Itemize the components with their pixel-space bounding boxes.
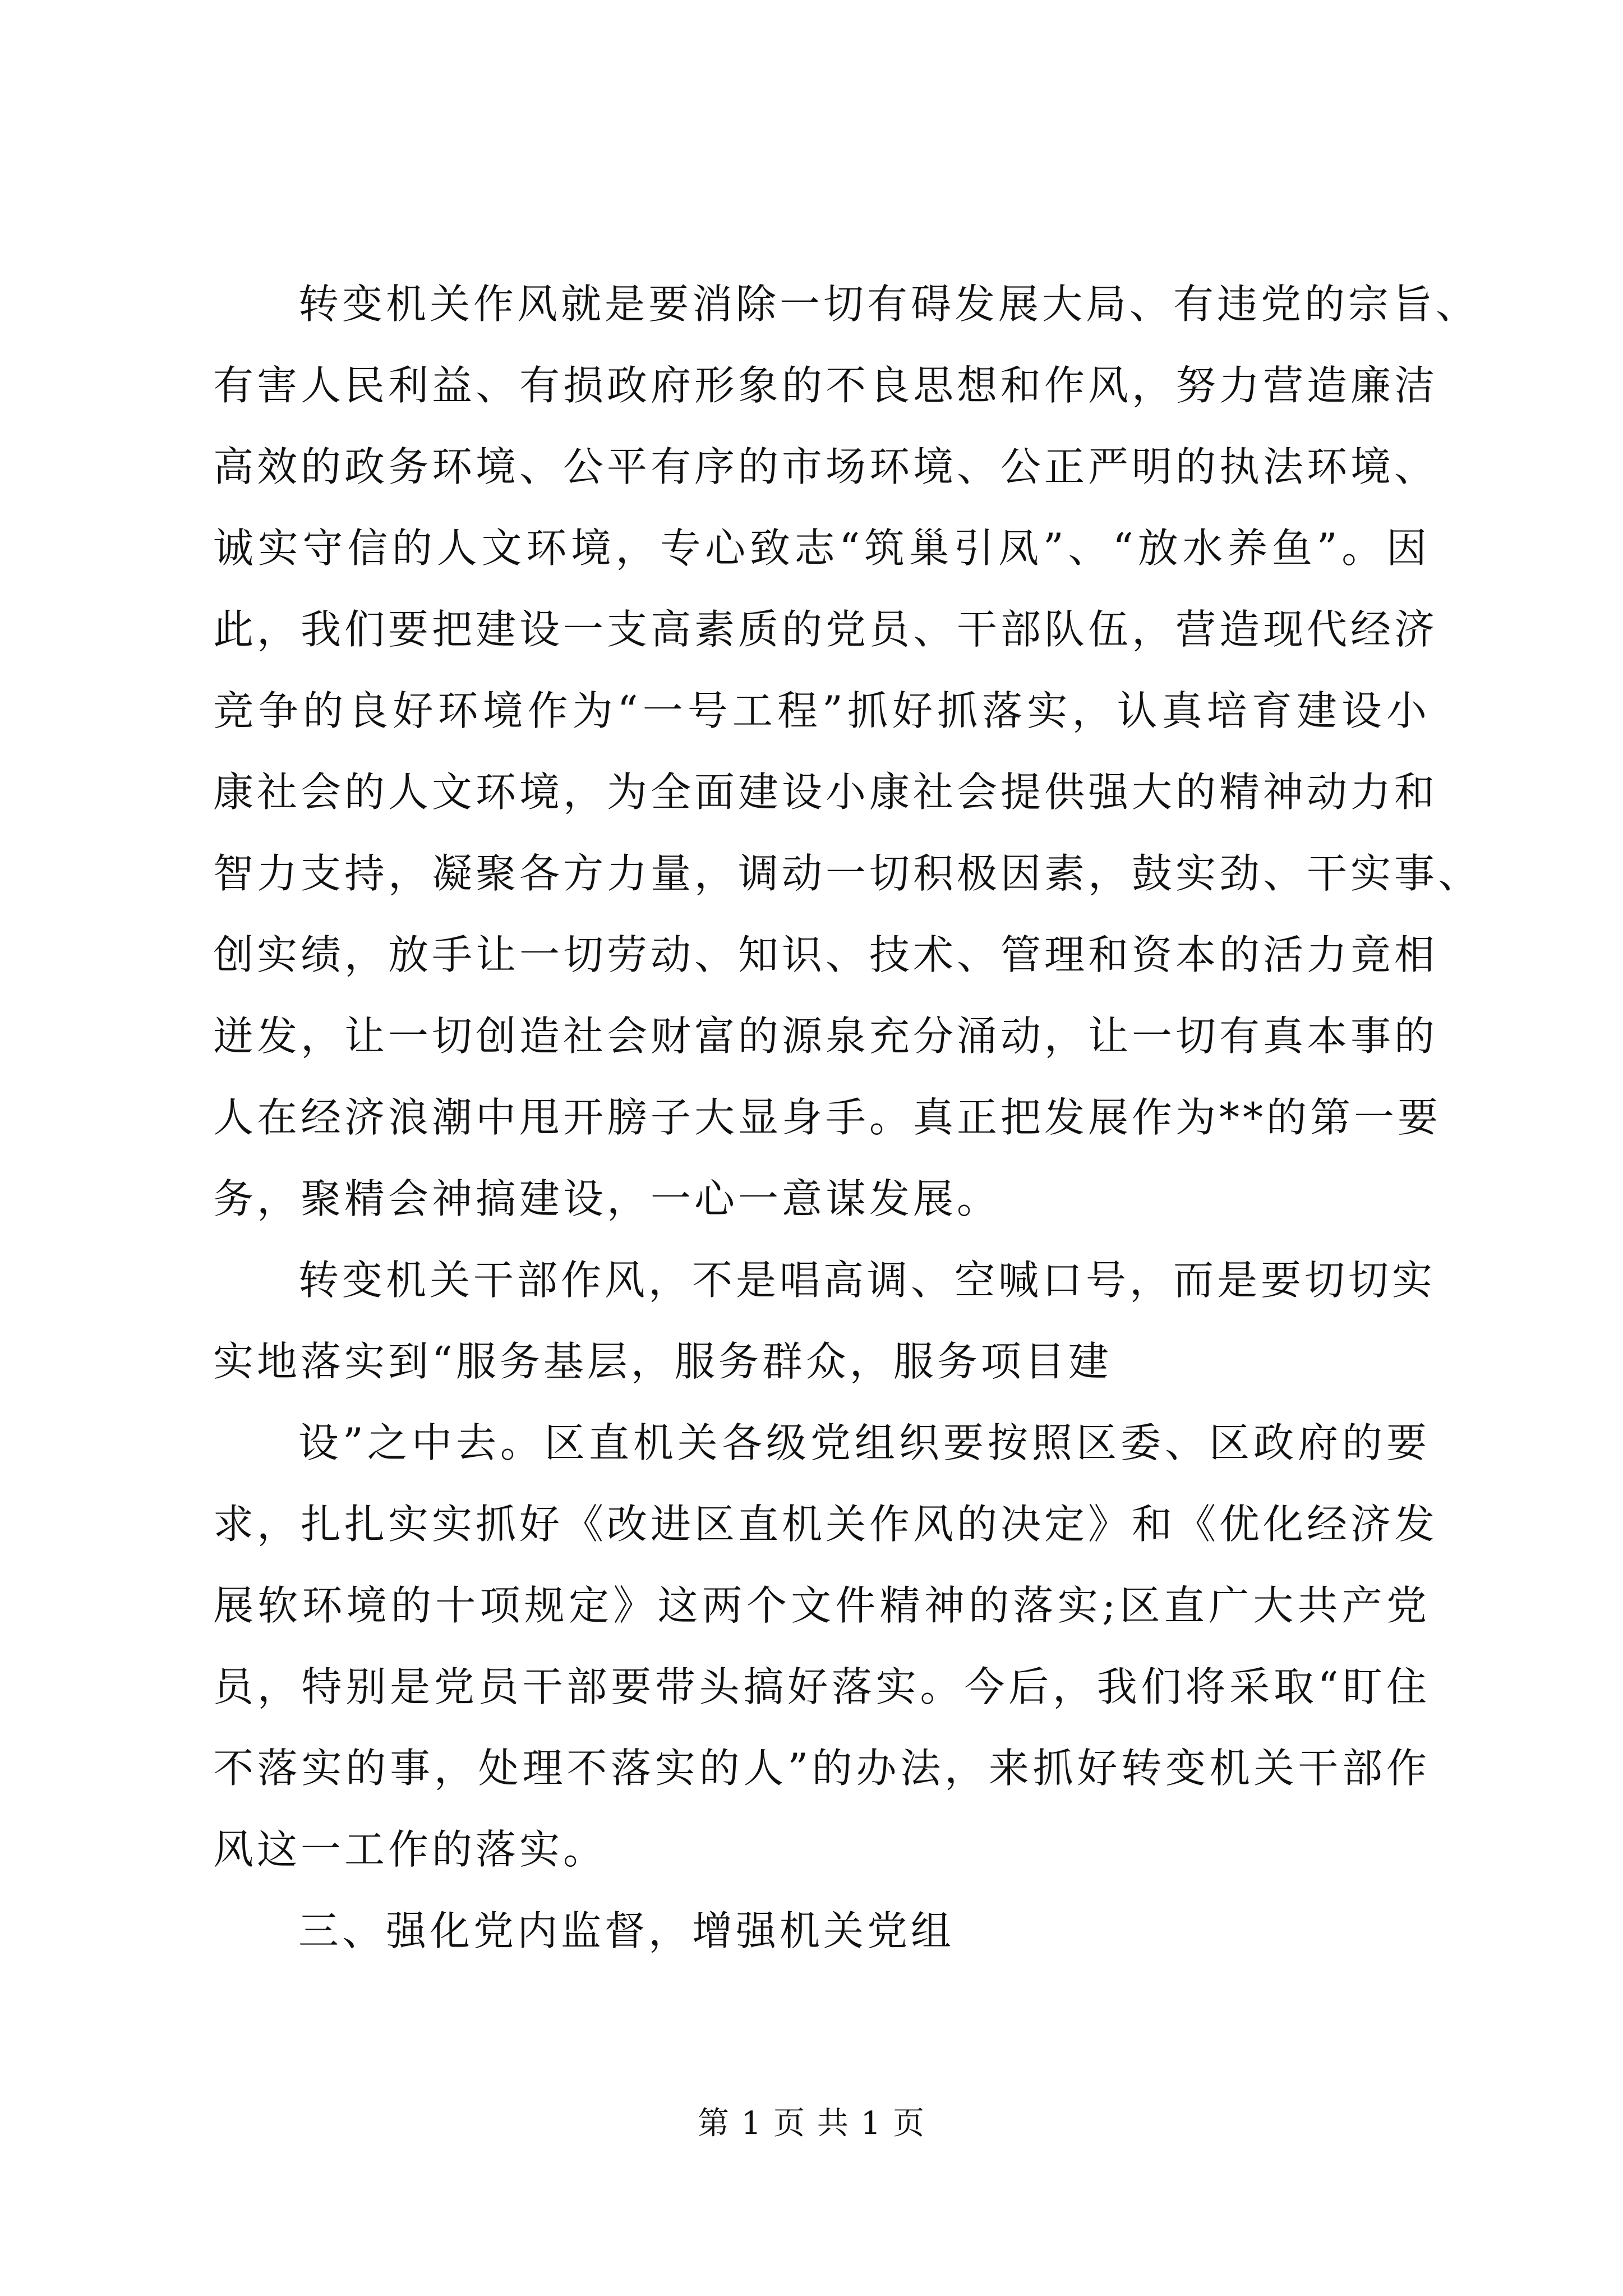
paragraph-line: 求，扎扎实实抓好《改进区直机关作风的决定》和《优化经济发 — [213, 1501, 1438, 1548]
paragraph-line: 务，聚精会神搞建设，一心一意谋发展。 — [213, 1175, 1001, 1222]
paragraph-line: 不落实的事，处理不落实的人”的办法，来抓好转变机关干部作 — [213, 1745, 1430, 1792]
paragraph-line: 高效的政务环境、公平有序的市场环境、公正严明的执法环境、 — [213, 443, 1438, 490]
paragraph-line: 转变机关作风就是要消除一切有碍发展大局、有违党的宗旨、 — [298, 280, 1480, 328]
page-number-footer: 第 1 页 共 1 页 — [697, 2105, 926, 2142]
document-body — [213, 264, 1482, 1972]
paragraph-line: 迸发，让一切创造社会财富的源泉充分涌动，让一切有真本事的 — [213, 1013, 1438, 1060]
section-heading: 三、强化党内监督，增强机关党组 — [298, 1907, 955, 1954]
paragraph-line: 此，我们要把建设一支高素质的党员、干部队伍，营造现代经济 — [213, 606, 1438, 653]
paragraph-line: 转变机关干部作风，不是唱高调、空喊口号，而是要切切实 — [298, 1257, 1436, 1304]
paragraph-line: 创实绩，放手让一切劳动、知识、技术、管理和资本的活力竟相 — [213, 931, 1438, 978]
paragraph-line: 设”之中去。区直机关各级党组织要按照区委、区政府的要 — [298, 1419, 1430, 1466]
paragraph-line: 人在经济浪潮中甩开膀子大显身手。真正把发展作为**的第一要 — [213, 1094, 1442, 1141]
paragraph-line: 康社会的人文环境，为全面建设小康社会提供强大的精神动力和 — [213, 769, 1438, 816]
paragraph-line: 诚实守信的人文环境，专心致志“筑巢引凤”、“放水养鱼”。因 — [213, 524, 1430, 572]
paragraph-line: 竞争的良好环境作为“一号工程”抓好抓落实，认真培育建设小 — [213, 687, 1430, 734]
paragraph-line: 有害人民利益、有损政府形象的不良思想和作风，努力营造廉洁 — [213, 362, 1438, 409]
paragraph-line: 展软环境的十项规定》这两个文件精神的落实;区直广大共产党 — [213, 1582, 1430, 1629]
paragraph-line: 员，特别是党员干部要带头搞好落实。今后，我们将采取“盯住 — [213, 1663, 1430, 1710]
paragraph-line: 智力支持，凝聚各方力量，调动一切积极因素，鼓实劲、干实事、 — [213, 850, 1482, 897]
paragraph-line: 风这一工作的落实。 — [213, 1826, 607, 1873]
paragraph-line: 实地落实到“服务基层，服务群众，服务项目建 — [213, 1338, 1112, 1385]
